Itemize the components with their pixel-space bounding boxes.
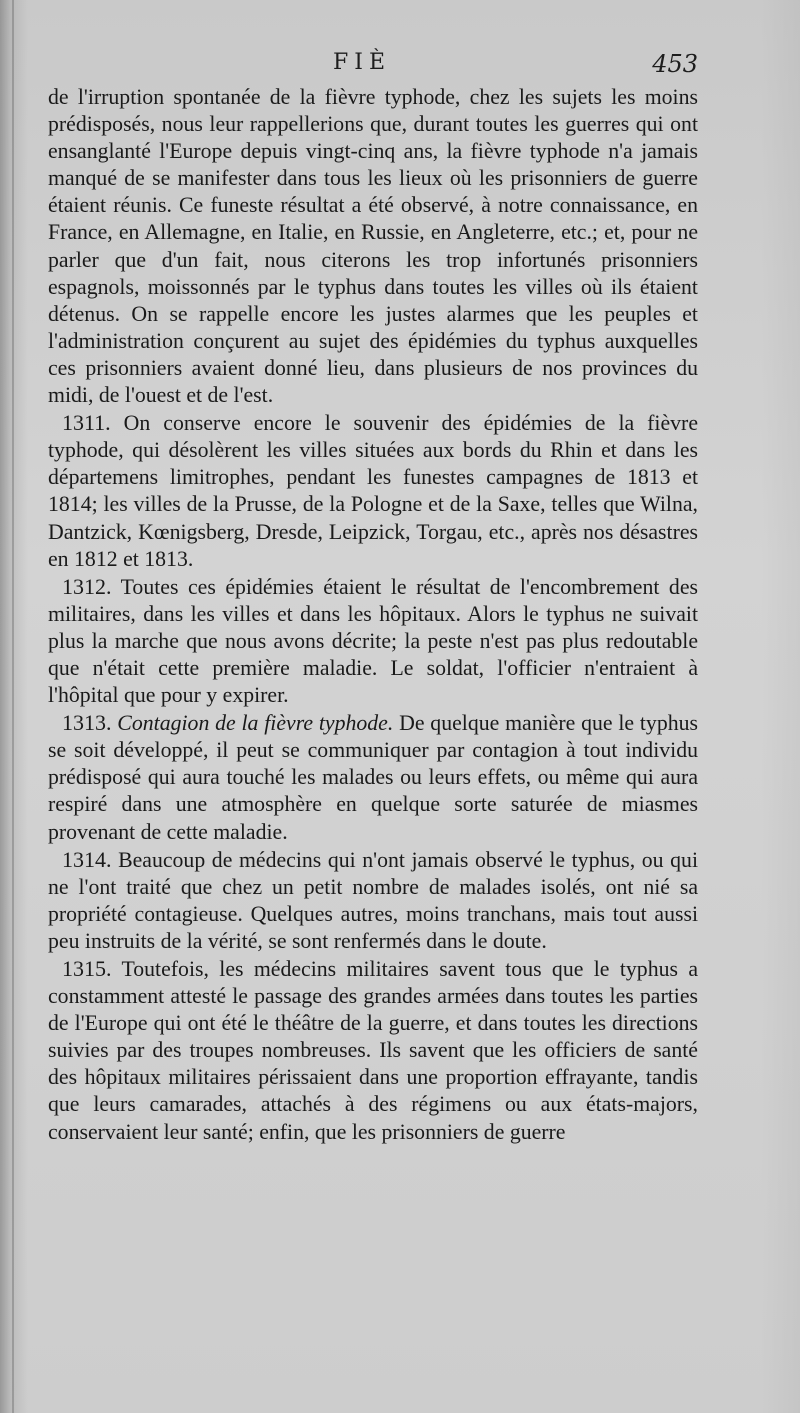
page-header [48, 50, 698, 86]
paragraph-title: Contagion de la fièvre typhode. [117, 711, 394, 736]
body-text [48, 84, 698, 1146]
paragraph-text: Beaucoup de médecins qui n'ont jamais observé le typhus, ou qui ne l'ont traité que chez un petit nombre de malades isolés, ont nié sa propriété contagieuse. Quelques autres, moins tranchans, mais tout aussi peu instruits de la vérité, se sont renfermés dans le doute. [48, 847, 698, 953]
binding-gutter [12, 0, 14, 1413]
paragraph-text: Toutes ces épidémies étaient le résultat de l'encombrement des militaires, dans les villes et dans les hôpitaux. Alors le typhus ne suivait plus la marche que nous avons décrite; la peste n'est pas plus redoutable que n'était cette première maladie. Le soldat, l'officier n'entraient à l'hôpital que pour y expirer. [48, 574, 698, 708]
paragraph-1314 [48, 846, 698, 955]
page-number: 453 [652, 50, 698, 78]
paragraph-1311 [48, 409, 698, 573]
running-head: FIÈ [333, 50, 392, 75]
paragraph-continued [48, 84, 698, 409]
paragraph-1315 [48, 955, 698, 1146]
paragraph-number: 1313. [62, 710, 112, 736]
paragraph-text: On conserve encore le souvenir des épidémies de la fièvre typhode, qui désolèrent les villes situées aux bords du Rhin et dans les départemens limitrophes, pendant les funestes campagnes de 1813 et 1814; les villes de la Prusse, de la Pologne et de la Saxe, telles que Wilna, Dantzick, Kœnigsberg, Dresde, Leipzick, Torgau, etc., après nos désastres en 1812 et 1813. [48, 411, 698, 571]
paragraph-number: 1314. [62, 846, 112, 872]
paragraph-text: de l'irruption spontanée de la fièvre typhode, chez les sujets les moins prédisposés, nous leur rappellerions que, durant toutes les guerres qui ont ensanglanté l'Europe depuis vingt-cinq ans, la fièvre typhode n'a jamais manqué de se manifester dans tous les lieux où les prisonniers de guerre étaient réunis. Ce funeste résultat a été observé, à notre connaissance, en France, en Allemagne, en Italie, en Russie, en Angleterre, etc.; et, pour ne parler que d'un fait, nous citerons les trop infortunés prisonniers espagnols, moissonnés par le typhus dans toutes les villes où ils étaient détenus. On se rappelle encore les justes alarmes que les peuples et l'administration conçurent au sujet des épidémies du typhus auxquelles ces prisonniers avaient donné lieu, dans plusieurs de nos provinces du midi, de l'ouest et de l'est. [48, 85, 698, 408]
paragraph-number: 1312. [62, 573, 112, 599]
paragraph-number: 1311. [62, 410, 111, 436]
paragraph-number: 1315. [62, 956, 112, 981]
paragraph-text: Toutefois, les médecins militaires savent tous que le typhus a constamment attesté le passage des grandes armées dans toutes les parties de l'Europe qui ont été le théâtre de la guerre, et dans toutes les directions suivies par des troupes nombreuses. Ils savent que les officiers de santé des hôpitaux militaires périssaient dans une proportion effrayante, tandis que leurs camarades, attachés à des régimens ou aux états-majors, conservaient leur santé; enfin, que les prisonniers de guerre [48, 957, 698, 1144]
page-edge-shadow [760, 0, 800, 1413]
paragraph-text: De quelque manière que le typhus se soit développé, il peut se communiquer par contagion à tout individu prédisposé qui aura touché les malades ou leurs effets, ou même qui aura respiré dans une atmosphère en quelque sorte saturée de miasmes provenant de cette maladie. [48, 711, 698, 844]
paragraph-1312 [48, 573, 698, 709]
paragraph-1313 [48, 709, 698, 845]
